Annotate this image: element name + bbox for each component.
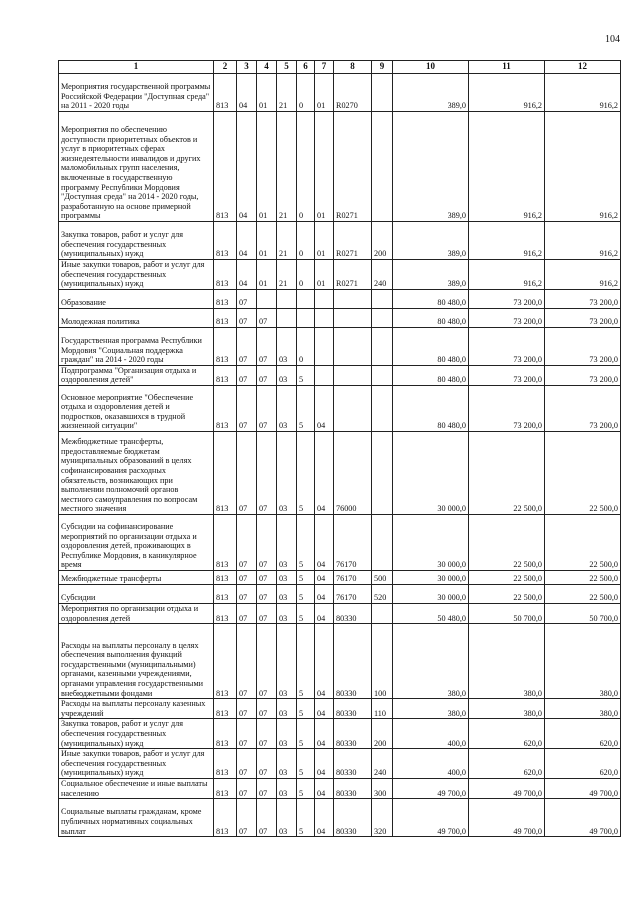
page-number: 104	[605, 34, 620, 45]
table-row	[59, 112, 621, 222]
col-6-code: 5	[297, 603, 315, 623]
col-8-code: R0271	[334, 260, 372, 290]
col-6-code: 5	[297, 624, 315, 699]
budget-table	[58, 60, 621, 837]
col-6-code: 0	[297, 327, 315, 365]
col-9-code	[372, 327, 393, 365]
col-8-code: 76170	[334, 570, 372, 584]
col-2-code: 813	[214, 112, 237, 222]
row-name: Социальное обеспечение и иные выплаты населению	[59, 778, 214, 798]
col-7-code	[315, 289, 334, 308]
header-cell: 7	[315, 61, 334, 74]
col-2-code: 813	[214, 327, 237, 365]
col-12-amount: 73 200,0	[545, 327, 621, 365]
col-2-code: 813	[214, 514, 237, 570]
table-row	[59, 624, 621, 699]
col-10-amount: 389,0	[393, 222, 469, 260]
col-3-code: 07	[237, 584, 257, 603]
col-8-code: 80330	[334, 778, 372, 798]
col-6-code: 5	[297, 799, 315, 837]
col-7-code: 04	[315, 699, 334, 719]
col-7-code: 04	[315, 514, 334, 570]
col-5-code: 03	[277, 719, 297, 749]
row-name: Межбюджетные трансферты, предоставляемые бюджетам муниципальных образований в целях софинансирования расходных обязательств, возникающих при выполнении полномочий органов местного самоуправления по вопросам местного значения	[59, 431, 214, 514]
col-6-code	[297, 308, 315, 327]
col-3-code: 04	[237, 74, 257, 112]
col-11-amount: 620,0	[469, 719, 545, 749]
header-cell: 5	[277, 61, 297, 74]
col-8-code	[334, 289, 372, 308]
col-6-code: 5	[297, 699, 315, 719]
table-row	[59, 327, 621, 365]
col-6-code: 0	[297, 74, 315, 112]
col-9-code	[372, 431, 393, 514]
row-name: Социальные выплаты гражданам, кроме публичных нормативных социальных выплат	[59, 799, 214, 837]
col-5-code: 03	[277, 603, 297, 623]
col-8-code	[334, 308, 372, 327]
col-4-code: 07	[257, 749, 277, 779]
col-11-amount: 73 200,0	[469, 289, 545, 308]
table-row	[59, 799, 621, 837]
col-6-code: 5	[297, 749, 315, 779]
col-12-amount: 49 700,0	[545, 778, 621, 798]
col-6-code: 5	[297, 778, 315, 798]
col-3-code: 07	[237, 699, 257, 719]
col-5-code: 03	[277, 799, 297, 837]
col-7-code: 04	[315, 749, 334, 779]
col-12-amount: 49 700,0	[545, 799, 621, 837]
col-7-code: 04	[315, 584, 334, 603]
col-9-code: 500	[372, 570, 393, 584]
col-8-code: 80330	[334, 699, 372, 719]
col-11-amount: 73 200,0	[469, 385, 545, 431]
header-cell: 2	[214, 61, 237, 74]
table-row	[59, 260, 621, 290]
col-5-code: 03	[277, 570, 297, 584]
col-9-code	[372, 74, 393, 112]
col-12-amount: 22 500,0	[545, 584, 621, 603]
col-10-amount: 80 480,0	[393, 365, 469, 385]
col-7-code: 01	[315, 74, 334, 112]
col-5-code: 03	[277, 749, 297, 779]
col-2-code: 813	[214, 799, 237, 837]
col-4-code: 01	[257, 222, 277, 260]
col-6-code: 5	[297, 385, 315, 431]
col-6-code: 0	[297, 260, 315, 290]
col-9-code: 240	[372, 749, 393, 779]
col-4-code: 07	[257, 603, 277, 623]
col-9-code	[372, 365, 393, 385]
col-2-code: 813	[214, 570, 237, 584]
col-10-amount: 80 480,0	[393, 308, 469, 327]
col-10-amount: 30 000,0	[393, 570, 469, 584]
col-4-code: 07	[257, 308, 277, 327]
col-5-code: 21	[277, 112, 297, 222]
col-6-code: 5	[297, 570, 315, 584]
col-7-code: 04	[315, 799, 334, 837]
header-cell: 6	[297, 61, 315, 74]
col-4-code: 07	[257, 799, 277, 837]
row-name: Иные закупки товаров, работ и услуг для обеспечения государственных (муниципальных) нужд	[59, 749, 214, 779]
col-4-code: 07	[257, 570, 277, 584]
col-2-code: 813	[214, 719, 237, 749]
row-name: Подпрограмма "Организация отдыха и оздоровления детей"	[59, 365, 214, 385]
col-7-code: 01	[315, 260, 334, 290]
col-8-code: 80330	[334, 749, 372, 779]
col-2-code: 813	[214, 385, 237, 431]
col-9-code: 100	[372, 624, 393, 699]
col-11-amount: 22 500,0	[469, 570, 545, 584]
col-8-code: R0270	[334, 74, 372, 112]
col-2-code: 813	[214, 431, 237, 514]
col-8-code: 76170	[334, 514, 372, 570]
col-3-code: 04	[237, 222, 257, 260]
col-5-code: 21	[277, 74, 297, 112]
col-2-code: 813	[214, 749, 237, 779]
col-6-code: 5	[297, 431, 315, 514]
col-8-code	[334, 327, 372, 365]
table-row	[59, 289, 621, 308]
row-name: Субсидии на софинансирование мероприятий по организации отдыха и оздоровления детей, проживающих в Республике Мордовия, в каникулярное время	[59, 514, 214, 570]
col-3-code: 07	[237, 799, 257, 837]
table-body	[59, 74, 621, 837]
col-11-amount: 73 200,0	[469, 327, 545, 365]
col-4-code	[257, 289, 277, 308]
col-5-code: 03	[277, 584, 297, 603]
col-7-code	[315, 327, 334, 365]
table-row	[59, 570, 621, 584]
col-11-amount: 49 700,0	[469, 778, 545, 798]
col-2-code: 813	[214, 603, 237, 623]
table-row	[59, 584, 621, 603]
col-2-code: 813	[214, 308, 237, 327]
col-6-code: 5	[297, 584, 315, 603]
row-name: Расходы на выплаты персоналу казенных учреждений	[59, 699, 214, 719]
col-7-code: 04	[315, 624, 334, 699]
header-row	[59, 61, 621, 74]
col-7-code	[315, 365, 334, 385]
col-11-amount: 620,0	[469, 749, 545, 779]
table-row	[59, 719, 621, 749]
col-2-code: 813	[214, 584, 237, 603]
col-9-code	[372, 308, 393, 327]
col-8-code: 80330	[334, 624, 372, 699]
header-cell: 11	[469, 61, 545, 74]
col-2-code: 813	[214, 699, 237, 719]
table-row	[59, 699, 621, 719]
col-7-code: 04	[315, 719, 334, 749]
col-7-code	[315, 308, 334, 327]
header-cell: 10	[393, 61, 469, 74]
col-4-code: 07	[257, 624, 277, 699]
col-10-amount: 400,0	[393, 749, 469, 779]
row-name: Основное мероприятие "Обеспечение отдыха и оздоровления детей и подростков, оказавшихся в трудной жизненной ситуации"	[59, 385, 214, 431]
col-5-code: 03	[277, 431, 297, 514]
col-5-code	[277, 289, 297, 308]
col-7-code: 04	[315, 570, 334, 584]
col-2-code: 813	[214, 624, 237, 699]
col-12-amount: 916,2	[545, 74, 621, 112]
col-10-amount: 30 000,0	[393, 431, 469, 514]
col-3-code: 07	[237, 365, 257, 385]
col-11-amount: 380,0	[469, 624, 545, 699]
col-4-code: 01	[257, 112, 277, 222]
col-9-code: 240	[372, 260, 393, 290]
col-12-amount: 73 200,0	[545, 308, 621, 327]
col-7-code: 01	[315, 112, 334, 222]
col-10-amount: 50 480,0	[393, 603, 469, 623]
col-10-amount: 400,0	[393, 719, 469, 749]
col-10-amount: 389,0	[393, 112, 469, 222]
row-name: Мероприятия по организации отдыха и оздоровления детей	[59, 603, 214, 623]
col-2-code: 813	[214, 260, 237, 290]
col-3-code: 07	[237, 289, 257, 308]
table-row	[59, 603, 621, 623]
col-10-amount: 49 700,0	[393, 778, 469, 798]
col-8-code	[334, 365, 372, 385]
table-row	[59, 778, 621, 798]
col-6-code	[297, 289, 315, 308]
col-3-code: 07	[237, 514, 257, 570]
col-5-code: 03	[277, 385, 297, 431]
col-12-amount: 73 200,0	[545, 385, 621, 431]
header-cell: 4	[257, 61, 277, 74]
header-cell: 8	[334, 61, 372, 74]
col-8-code: 76170	[334, 584, 372, 603]
row-name: Расходы на выплаты персоналу в целях обеспечения выполнения функций государственными (муниципальными) органами, казенными учреждениями, органами управления государственными внебюджетными фондами	[59, 624, 214, 699]
col-5-code: 21	[277, 222, 297, 260]
table-row	[59, 222, 621, 260]
col-11-amount: 22 500,0	[469, 514, 545, 570]
table-row	[59, 385, 621, 431]
col-11-amount: 916,2	[469, 112, 545, 222]
col-9-code	[372, 603, 393, 623]
col-3-code: 07	[237, 603, 257, 623]
col-4-code: 07	[257, 365, 277, 385]
col-10-amount: 80 480,0	[393, 327, 469, 365]
col-5-code: 03	[277, 778, 297, 798]
col-8-code: 80330	[334, 799, 372, 837]
col-10-amount: 80 480,0	[393, 289, 469, 308]
col-4-code: 07	[257, 699, 277, 719]
row-name: Мероприятия государственной программы Российской Федерации "Доступная среда" на 2011 - 2020 годы	[59, 74, 214, 112]
col-9-code	[372, 514, 393, 570]
row-name: Закупка товаров, работ и услуг для обеспечения государственных (муниципальных) нужд	[59, 222, 214, 260]
col-7-code: 04	[315, 385, 334, 431]
col-5-code: 03	[277, 365, 297, 385]
row-name: Межбюджетные трансферты	[59, 570, 214, 584]
col-8-code: 80330	[334, 603, 372, 623]
col-12-amount: 916,2	[545, 222, 621, 260]
col-10-amount: 30 000,0	[393, 584, 469, 603]
col-8-code	[334, 385, 372, 431]
col-10-amount: 389,0	[393, 74, 469, 112]
col-11-amount: 73 200,0	[469, 308, 545, 327]
col-12-amount: 380,0	[545, 699, 621, 719]
col-11-amount: 916,2	[469, 260, 545, 290]
col-2-code: 813	[214, 222, 237, 260]
row-name: Молодежная политика	[59, 308, 214, 327]
col-12-amount: 73 200,0	[545, 365, 621, 385]
col-9-code: 520	[372, 584, 393, 603]
col-3-code: 07	[237, 624, 257, 699]
col-4-code: 07	[257, 584, 277, 603]
col-2-code: 813	[214, 365, 237, 385]
col-4-code: 07	[257, 719, 277, 749]
table-row	[59, 308, 621, 327]
col-4-code: 01	[257, 260, 277, 290]
col-6-code: 5	[297, 365, 315, 385]
col-5-code: 03	[277, 699, 297, 719]
col-11-amount: 22 500,0	[469, 584, 545, 603]
col-11-amount: 50 700,0	[469, 603, 545, 623]
col-3-code: 07	[237, 308, 257, 327]
col-3-code: 07	[237, 327, 257, 365]
row-name: Мероприятия по обеспечению доступности приоритетных объектов и услуг в приоритетных сферах жизнедеятельности инвалидов и других маломобильных групп населения, включенные в государственную программу Республики Мордовия "Доступная среда" на 2014 - 2020 годы, разработанную на основе примерной программы	[59, 112, 214, 222]
col-3-code: 07	[237, 749, 257, 779]
col-4-code: 07	[257, 514, 277, 570]
col-10-amount: 389,0	[393, 260, 469, 290]
col-2-code: 813	[214, 74, 237, 112]
row-name: Субсидии	[59, 584, 214, 603]
col-7-code: 04	[315, 431, 334, 514]
col-2-code: 813	[214, 289, 237, 308]
col-12-amount: 620,0	[545, 719, 621, 749]
col-12-amount: 73 200,0	[545, 289, 621, 308]
row-name: Государственная программа Республики Мордовия "Социальная поддержка граждан" на 2014 - 2020 годы	[59, 327, 214, 365]
col-6-code: 5	[297, 719, 315, 749]
col-6-code: 5	[297, 514, 315, 570]
col-4-code: 07	[257, 327, 277, 365]
table-row	[59, 365, 621, 385]
col-6-code: 0	[297, 112, 315, 222]
col-12-amount: 22 500,0	[545, 570, 621, 584]
col-12-amount: 916,2	[545, 112, 621, 222]
col-3-code: 07	[237, 431, 257, 514]
table-row	[59, 514, 621, 570]
col-12-amount: 916,2	[545, 260, 621, 290]
row-name: Иные закупки товаров, работ и услуг для обеспечения государственных (муниципальных) нужд	[59, 260, 214, 290]
col-12-amount: 620,0	[545, 749, 621, 779]
header-cell: 3	[237, 61, 257, 74]
col-9-code: 320	[372, 799, 393, 837]
col-12-amount: 380,0	[545, 624, 621, 699]
col-5-code: 03	[277, 327, 297, 365]
table-row	[59, 431, 621, 514]
col-3-code: 07	[237, 719, 257, 749]
col-9-code: 200	[372, 719, 393, 749]
col-7-code: 04	[315, 603, 334, 623]
col-11-amount: 916,2	[469, 222, 545, 260]
col-8-code: R0271	[334, 112, 372, 222]
header-cell: 9	[372, 61, 393, 74]
col-10-amount: 380,0	[393, 699, 469, 719]
col-4-code: 07	[257, 431, 277, 514]
col-9-code	[372, 289, 393, 308]
col-7-code: 01	[315, 222, 334, 260]
col-5-code: 21	[277, 260, 297, 290]
col-5-code: 03	[277, 624, 297, 699]
col-2-code: 813	[214, 778, 237, 798]
table-row	[59, 74, 621, 112]
col-11-amount: 22 500,0	[469, 431, 545, 514]
col-4-code: 01	[257, 74, 277, 112]
col-4-code: 07	[257, 778, 277, 798]
col-8-code: R0271	[334, 222, 372, 260]
col-3-code: 07	[237, 570, 257, 584]
col-6-code: 0	[297, 222, 315, 260]
col-11-amount: 49 700,0	[469, 799, 545, 837]
col-9-code: 300	[372, 778, 393, 798]
col-8-code: 76000	[334, 431, 372, 514]
row-name: Закупка товаров, работ и услуг для обеспечения государственных (муниципальных) нужд	[59, 719, 214, 749]
col-9-code	[372, 385, 393, 431]
table-row	[59, 749, 621, 779]
col-12-amount: 22 500,0	[545, 514, 621, 570]
col-10-amount: 49 700,0	[393, 799, 469, 837]
col-10-amount: 30 000,0	[393, 514, 469, 570]
col-11-amount: 916,2	[469, 74, 545, 112]
col-3-code: 04	[237, 112, 257, 222]
col-7-code: 04	[315, 778, 334, 798]
header-cell: 1	[59, 61, 214, 74]
col-3-code: 07	[237, 778, 257, 798]
col-8-code: 80330	[334, 719, 372, 749]
col-12-amount: 22 500,0	[545, 431, 621, 514]
col-10-amount: 380,0	[393, 624, 469, 699]
col-12-amount: 50 700,0	[545, 603, 621, 623]
col-9-code	[372, 112, 393, 222]
col-5-code: 03	[277, 514, 297, 570]
col-3-code: 07	[237, 385, 257, 431]
col-5-code	[277, 308, 297, 327]
row-name: Образование	[59, 289, 214, 308]
header-cell: 12	[545, 61, 621, 74]
col-10-amount: 80 480,0	[393, 385, 469, 431]
col-4-code: 07	[257, 385, 277, 431]
col-11-amount: 73 200,0	[469, 365, 545, 385]
col-11-amount: 380,0	[469, 699, 545, 719]
col-9-code: 200	[372, 222, 393, 260]
col-3-code: 04	[237, 260, 257, 290]
col-9-code: 110	[372, 699, 393, 719]
